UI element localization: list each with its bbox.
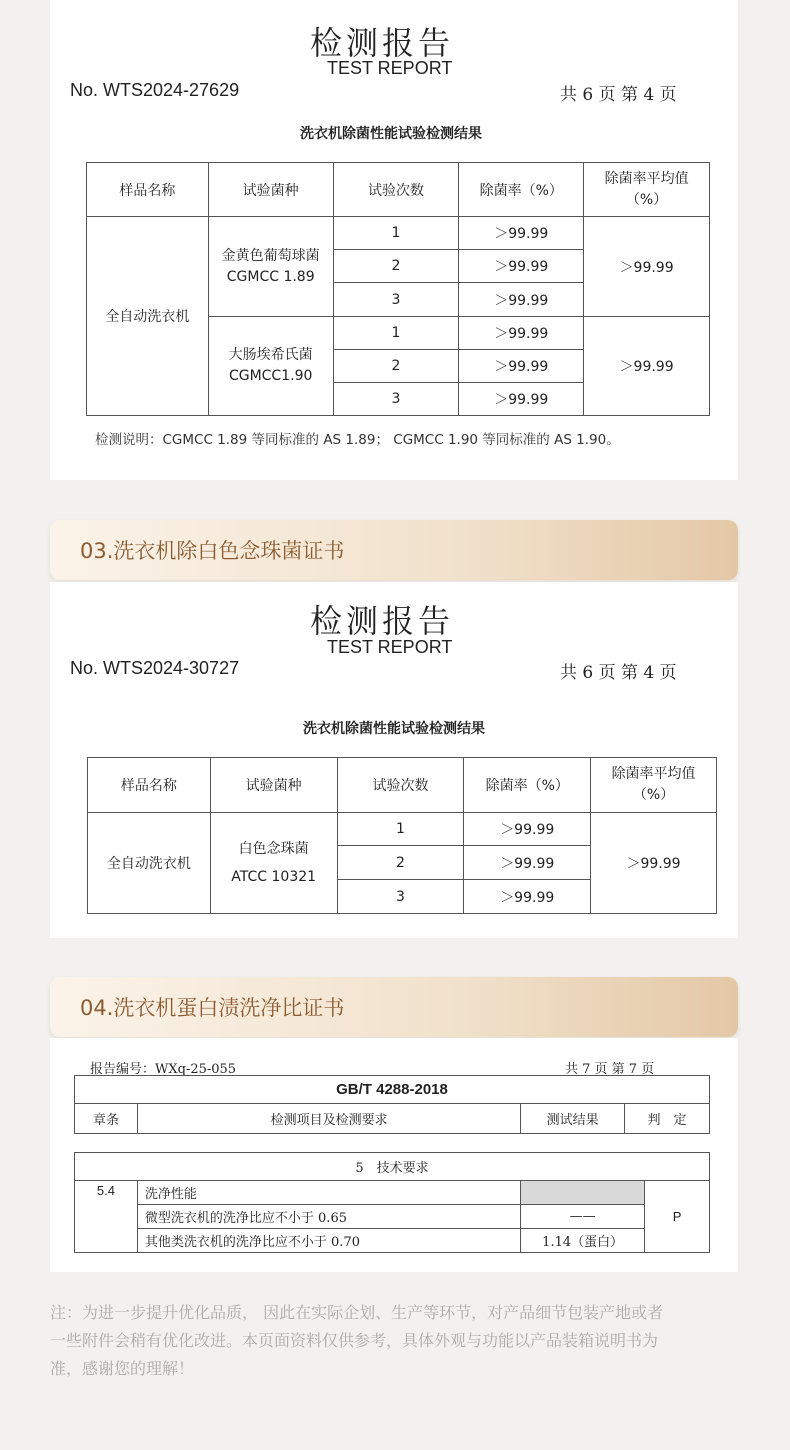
header-avg-line2: （%） bbox=[625, 191, 668, 208]
header-result: 测试结果 bbox=[521, 1104, 625, 1134]
verdict: P bbox=[645, 1181, 710, 1253]
rate-cell: ＞99.99 bbox=[459, 250, 584, 283]
strain-name: 白色念珠菌 bbox=[238, 841, 309, 857]
report2-title-en: TEST REPORT bbox=[327, 637, 453, 657]
report3-page-info: 共 7 页 第 7 页 bbox=[565, 1062, 655, 1077]
item-micro-washer: 微型洗衣机的洗净比应不小于 0.65 bbox=[137, 1205, 520, 1229]
header-sample: 样品名称 bbox=[88, 758, 211, 813]
header-item: 检测项目及检测要求 bbox=[137, 1104, 520, 1134]
rate-cell: ＞99.99 bbox=[459, 217, 584, 250]
header-rate: 除菌率（%） bbox=[459, 163, 584, 217]
section-header-03-label: 03.洗衣机除白色念珠菌证书 bbox=[80, 539, 345, 563]
clause-number: 5.4 bbox=[75, 1181, 138, 1253]
report1-number: No. WTS2024-27629 bbox=[70, 80, 240, 100]
trial-cell: 1 bbox=[333, 217, 459, 250]
result-blank bbox=[521, 1181, 645, 1205]
strain-2-name: 大肠埃希氏菌 bbox=[228, 347, 313, 363]
header-avg-line2: （%） bbox=[632, 787, 675, 803]
avg-cell: ＞99.99 bbox=[591, 813, 717, 914]
result-micro-washer: —— bbox=[521, 1205, 645, 1229]
report1-page-info: 共 6 页 第 4 页 bbox=[560, 85, 677, 105]
header-strain: 试验菌种 bbox=[210, 758, 337, 813]
report1-title-cn: 检测报告 bbox=[310, 24, 455, 62]
section-header-04-label: 04.洗衣机蛋白渍洗净比证书 bbox=[80, 996, 345, 1020]
rate-cell: ＞99.99 bbox=[464, 813, 591, 846]
item-wash-performance: 洗净性能 bbox=[137, 1181, 520, 1205]
trial-cell: 3 bbox=[333, 283, 459, 317]
trial-cell: 2 bbox=[333, 250, 459, 283]
item-other-washer: 其他类洗衣机的洗净比应不小于 0.70 bbox=[137, 1229, 520, 1253]
avg-cell-2: ＞99.99 bbox=[584, 317, 710, 416]
report1-table bbox=[86, 162, 710, 416]
footer-line-3: 准，感谢您的理解！ bbox=[50, 1359, 195, 1378]
trial-cell: 3 bbox=[333, 383, 459, 416]
rate-cell: ＞99.99 bbox=[459, 383, 584, 416]
rate-cell: ＞99.99 bbox=[459, 317, 584, 350]
footer-line-2: 一些附件会稍有优化改进。本页面资料仅供参考，具体外观与功能以产品装箱说明书为 bbox=[50, 1331, 659, 1350]
trial-cell: 2 bbox=[333, 350, 459, 383]
header-verdict: 判 定 bbox=[625, 1104, 710, 1134]
header-avg bbox=[591, 758, 717, 813]
rate-cell: ＞99.99 bbox=[464, 880, 591, 914]
trial-cell: 3 bbox=[337, 880, 464, 914]
standard-code: GB/T 4288-2018 bbox=[75, 1076, 710, 1104]
report2-number: No. WTS2024-30727 bbox=[70, 658, 240, 678]
header-rate: 除菌率（%） bbox=[464, 758, 591, 813]
header-sample: 样品名称 bbox=[87, 163, 209, 217]
strain-1-name: 金黄色葡萄球菌 bbox=[221, 247, 320, 264]
report2-table bbox=[87, 757, 717, 914]
header-trials: 试验次数 bbox=[337, 758, 464, 813]
report1-title-en: TEST REPORT bbox=[327, 58, 453, 78]
header-strain: 试验菌种 bbox=[208, 163, 333, 217]
trial-cell: 2 bbox=[337, 846, 464, 880]
rate-cell: ＞99.99 bbox=[459, 350, 584, 383]
result-other-washer: 1.14（蛋白） bbox=[521, 1229, 645, 1253]
trial-cell: 1 bbox=[333, 317, 459, 350]
sample-name: 全自动洗衣机 bbox=[88, 813, 211, 914]
section-header-03 bbox=[50, 520, 738, 580]
report1-note: 检测说明：CGMCC 1.89 等同标准的 AS 1.89； CGMCC 1.90 等同标准的 AS 1.90。 bbox=[95, 432, 620, 448]
requirements-title: 5 技术要求 bbox=[75, 1153, 710, 1181]
section-header-04 bbox=[50, 977, 738, 1037]
sample-name: 全自动洗衣机 bbox=[87, 217, 209, 416]
strain-code: ATCC 10321 bbox=[231, 869, 317, 885]
header-clause: 章条 bbox=[75, 1104, 138, 1134]
header-avg bbox=[584, 163, 710, 217]
header-avg-line1: 除菌率平均值 bbox=[604, 170, 689, 187]
footer-note bbox=[50, 1299, 750, 1383]
report2-title-cn: 检测报告 bbox=[310, 602, 455, 640]
strain-2-code: CGMCC1.90 bbox=[228, 368, 313, 384]
header-trials: 试验次数 bbox=[333, 163, 459, 217]
report2-subtitle: 洗衣机除菌性能试验检测结果 bbox=[303, 721, 485, 737]
strain bbox=[210, 813, 337, 914]
rate-cell: ＞99.99 bbox=[464, 846, 591, 880]
strain-2 bbox=[208, 317, 333, 416]
report2-page-info: 共 6 页 第 4 页 bbox=[560, 663, 677, 683]
rate-cell: ＞99.99 bbox=[459, 283, 584, 317]
report3-number: 报告编号：WXq-25-055 bbox=[90, 1062, 237, 1077]
strain-1 bbox=[208, 217, 333, 317]
strain-1-code: CGMCC 1.89 bbox=[226, 268, 315, 285]
footer-line-1: 注：为进一步提升优化品质， 因此在实际企划、生产等环节，对产品细节包装产地或者 bbox=[50, 1303, 664, 1322]
report1-subtitle: 洗衣机除菌性能试验检测结果 bbox=[300, 126, 482, 142]
report3-requirements-table bbox=[74, 1152, 710, 1253]
header-avg-line1: 除菌率平均值 bbox=[611, 766, 696, 782]
report3-header-table bbox=[74, 1075, 710, 1134]
avg-cell-1: ＞99.99 bbox=[584, 217, 710, 317]
trial-cell: 1 bbox=[337, 813, 464, 846]
